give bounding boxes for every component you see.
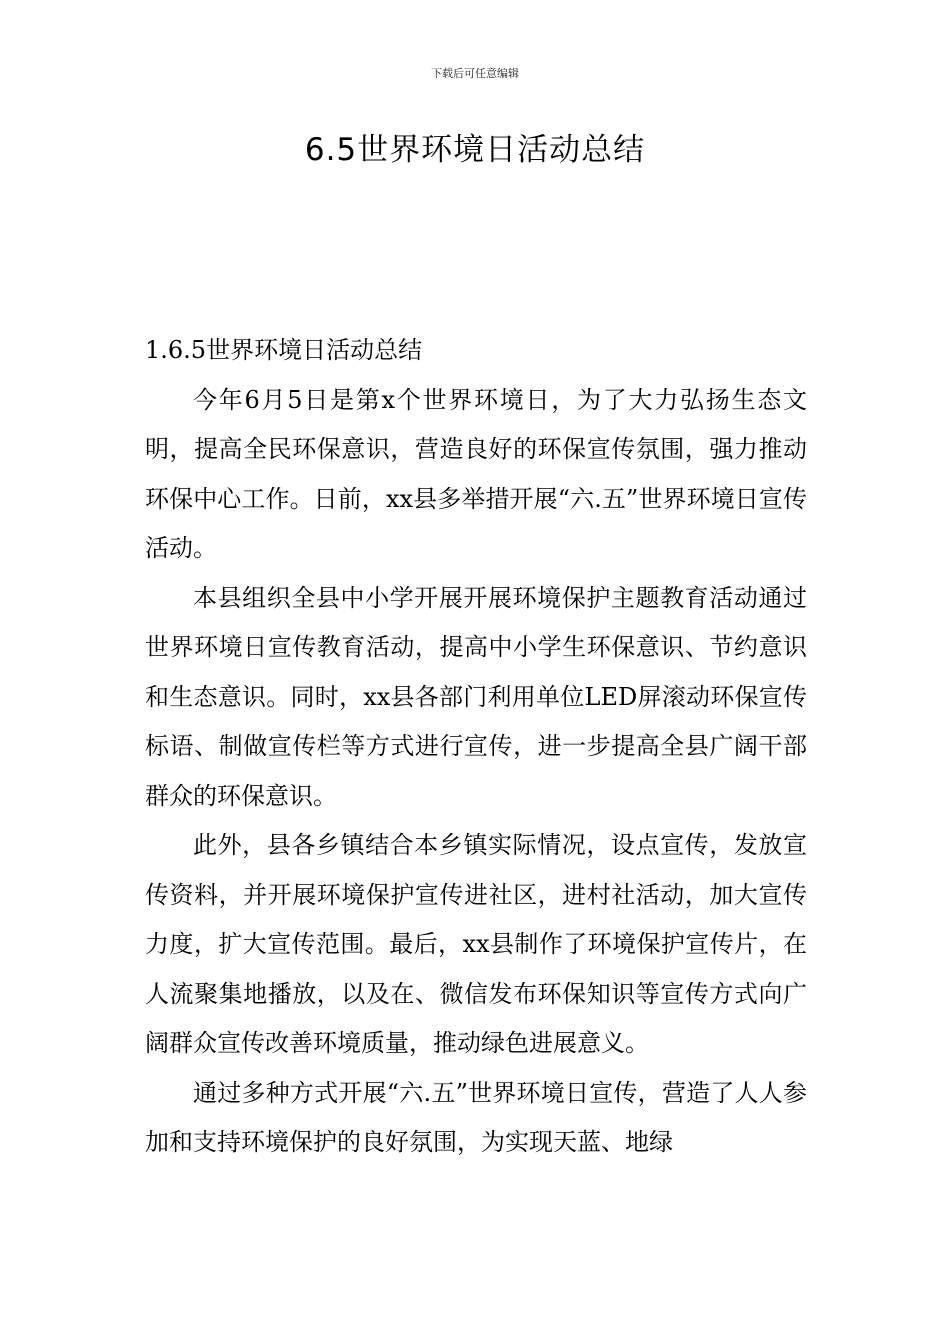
section-heading: 1.6.5世界环境日活动总结 [145, 336, 423, 364]
header-note: 下载后可任意编辑 [431, 67, 519, 80]
document-body [145, 326, 807, 1168]
paragraph-3: 此外，县各乡镇结合本乡镇实际情况，设点宣传，发放宣传资料，并开展环境保护宣传进社区，进村社活动，加大宣传力度，扩大宣传范围。最后，xx县制作了环境保护宣传片，在人流聚集地播放，以及在、微信发布环保知识等宣传方式向广阔群众宣传改善环境质量，推动绿色进展意义。 [145, 831, 807, 1057]
paragraph-4: 通过多种方式开展“六.五”世界环境日宣传，营造了人人参加和支持环境保护的良好氛围，为实现天蓝、地绿 [145, 1078, 807, 1156]
paragraph-2: 本县组织全县中小学开展开展环境保护主题教育活动通过世界环境日宣传教育活动，提高中小学生环保意识、节约意识和生态意识。同时，xx县各部门利用单位LED屏滚动环保宣传标语、制做宣传栏等方式进行宣传，进一步提高全县广阔干部群众的环保意识。 [145, 583, 807, 810]
document-title: 6.5世界环境日活动总结 [304, 132, 646, 168]
paragraph-1: 今年6月5日是第x个世界环境日，为了大力弘扬生态文明，提高全民环保意识，营造良好的环保宣传氛围，强力推动环保中心工作。日前，xx县多举措开展“六.五”世界环境日宣传活动。 [145, 385, 807, 562]
